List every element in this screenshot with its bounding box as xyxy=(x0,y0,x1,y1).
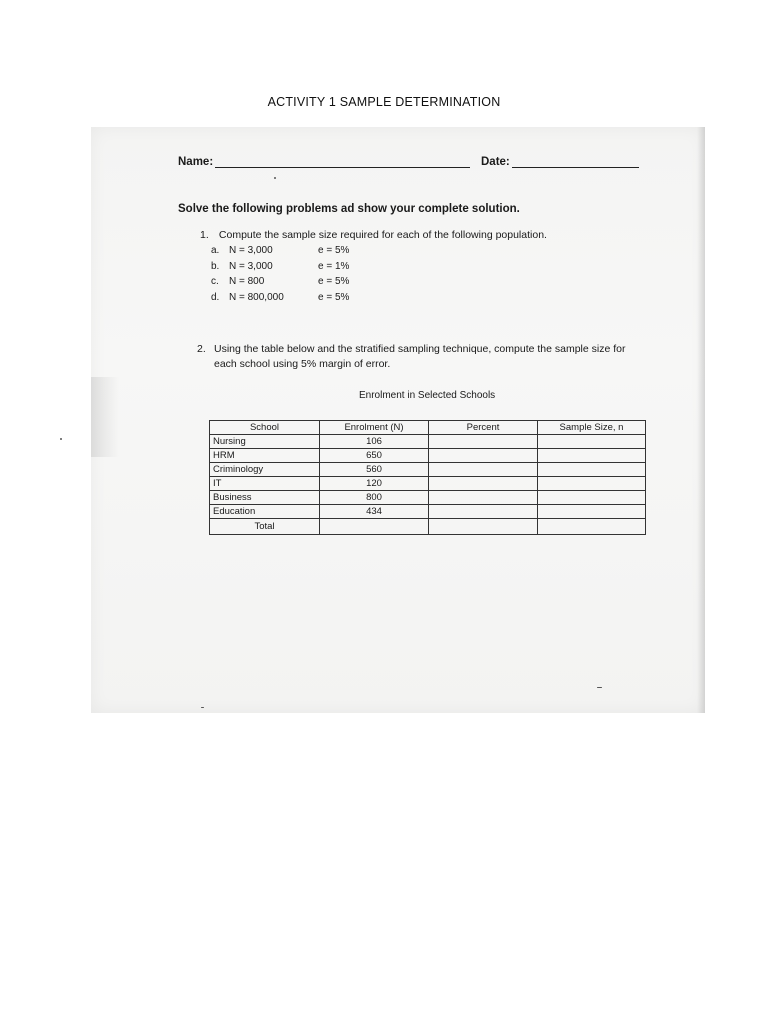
sample-size-cell xyxy=(538,449,646,463)
school-cell: HRM xyxy=(210,449,320,463)
percent-cell xyxy=(429,463,538,477)
scan-speck xyxy=(274,177,276,179)
item-population: N = 800 xyxy=(229,276,265,287)
item-population: N = 3,000 xyxy=(229,245,273,256)
enrolment-table xyxy=(209,420,646,535)
enrolment-cell: 650 xyxy=(320,449,429,463)
list-item xyxy=(211,292,471,308)
percent-cell xyxy=(429,477,538,491)
scanned-worksheet xyxy=(91,127,705,713)
instructions: Solve the following problems ad show your complete solution. xyxy=(178,203,520,215)
percent-cell xyxy=(429,449,538,463)
name-label: Name: xyxy=(178,156,214,168)
enrolment-cell: 434 xyxy=(320,505,429,519)
table-row xyxy=(210,449,646,463)
sample-size-cell xyxy=(538,435,646,449)
list-item xyxy=(211,276,471,292)
school-cell: Nursing xyxy=(210,435,320,449)
percent-cell xyxy=(429,435,538,449)
total-enrolment-cell xyxy=(320,519,429,535)
item-error: e = 5% xyxy=(318,276,350,287)
scan-speck xyxy=(597,687,602,688)
header-school: School xyxy=(210,421,320,435)
question-1 xyxy=(200,229,547,241)
list-item xyxy=(211,245,471,261)
item-letter: a. xyxy=(211,245,220,256)
question-1-items xyxy=(211,245,471,307)
header-enrolment: Enrolment (N) xyxy=(320,421,429,435)
table-row xyxy=(210,463,646,477)
date-field xyxy=(481,156,639,168)
item-letter: c. xyxy=(211,276,219,287)
sample-size-cell xyxy=(538,505,646,519)
school-cell: IT xyxy=(210,477,320,491)
percent-cell xyxy=(429,491,538,505)
table-row xyxy=(210,491,646,505)
table-header-row xyxy=(210,421,646,435)
school-cell: Education xyxy=(210,505,320,519)
page-speck xyxy=(60,438,62,440)
scan-speck xyxy=(201,707,204,708)
enrolment-cell: 800 xyxy=(320,491,429,505)
date-label: Date: xyxy=(481,156,510,168)
table-total-row xyxy=(210,519,646,535)
sample-size-cell xyxy=(538,491,646,505)
school-cell: Criminology xyxy=(210,463,320,477)
table-caption: Enrolment in Selected Schools xyxy=(359,390,496,401)
header-sample-size: Sample Size, n xyxy=(538,421,646,435)
enrolment-cell: 120 xyxy=(320,477,429,491)
total-label: Total xyxy=(210,519,320,535)
item-error: e = 5% xyxy=(318,291,350,303)
item-letter: b. xyxy=(211,260,220,272)
percent-cell xyxy=(429,505,538,519)
header-percent: Percent xyxy=(429,421,538,435)
date-blank-line xyxy=(512,157,639,168)
school-cell: Business xyxy=(210,491,320,505)
list-item xyxy=(211,261,471,277)
table-row xyxy=(210,477,646,491)
item-letter: d. xyxy=(211,291,220,303)
table-row xyxy=(210,505,646,519)
item-error: e = 1% xyxy=(318,260,350,272)
item-population: N = 800,000 xyxy=(229,291,284,303)
enrolment-cell: 106 xyxy=(320,435,429,449)
total-percent-cell xyxy=(429,519,538,535)
total-sample-size-cell xyxy=(538,519,646,535)
table-row xyxy=(210,435,646,449)
sample-size-cell xyxy=(538,463,646,477)
enrolment-cell: 560 xyxy=(320,463,429,477)
page-title: ACTIVITY 1 SAMPLE DETERMINATION xyxy=(267,95,501,109)
item-error: e = 5% xyxy=(318,245,350,256)
question-1-text: Compute the sample size required for each of the following population. xyxy=(218,229,547,241)
sample-size-cell xyxy=(538,477,646,491)
question-2-number: 2. xyxy=(197,343,206,355)
question-1-number: 1. xyxy=(200,229,209,241)
question-2-text: Using the table below and the stratified sampling technique, compute the sample size for each school using 5% margin of error. xyxy=(214,343,626,370)
name-blank-line xyxy=(215,157,470,168)
item-population: N = 3,000 xyxy=(229,260,273,272)
